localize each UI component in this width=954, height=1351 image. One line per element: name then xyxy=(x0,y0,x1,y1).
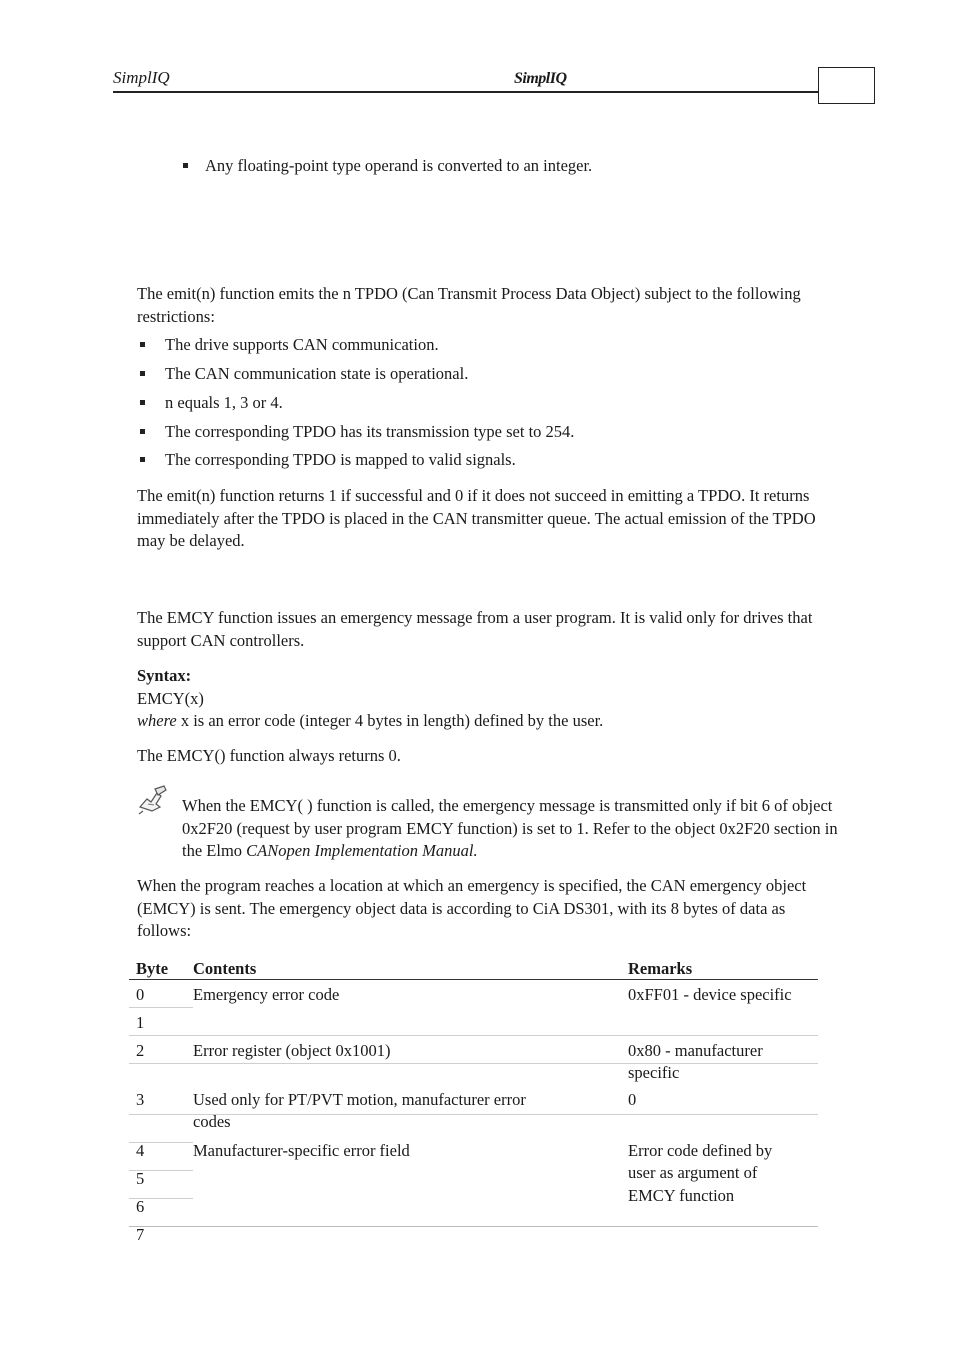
row-divider xyxy=(129,1063,818,1064)
bullet-marker xyxy=(140,371,145,376)
row-divider xyxy=(129,1170,193,1171)
emcy-data-table xyxy=(129,956,818,1248)
cell-contents xyxy=(193,1220,628,1248)
emit-restriction-5: The corresponding TPDO is mapped to valid signals. xyxy=(165,450,516,469)
header-contents: Contents xyxy=(193,956,628,980)
table-bottom-rule xyxy=(129,1226,818,1227)
syntax-label: Syntax: xyxy=(137,666,192,685)
table-row xyxy=(129,1036,818,1085)
emcy-intro: The EMCY function issues an emergency message from a user program. It is valid only for drives that support CAN controllers. xyxy=(137,608,813,650)
cell-contents: Used only for PT/PVT motion, manufacturer error codes xyxy=(193,1089,526,1131)
note-body: When the EMCY( ) function is called, the emergency message is transmitted only if bit 6 of object 0x2F20 (request by user program EMCY function) is set to 1. Refer to the object 0x2F20 section in the Elmo xyxy=(182,796,838,860)
bullet-marker xyxy=(140,400,145,405)
header-rule xyxy=(113,91,819,93)
bullet-marker xyxy=(140,342,145,347)
cell-contents xyxy=(193,1008,628,1036)
cell-remarks: 0 xyxy=(628,1089,637,1109)
cell-contents xyxy=(193,1192,628,1220)
emit-restriction-3: n equals 1, 3 or 4. xyxy=(165,393,283,412)
emit-returns: The emit(n) function returns 1 if successful and 0 if it does not succeed in emitting a TPDO. It returns immediately after the TPDO is placed in the CAN transmitter queue. The actual emission of the TPDO may be delayed. xyxy=(137,486,816,550)
header-left-title: SimplIQ xyxy=(113,68,170,87)
cell-contents: Error register (object 0x1001) xyxy=(193,1040,391,1060)
syntax-code: EMCY(x) xyxy=(137,689,204,708)
where-rest: x is an error code (integer 4 bytes in length) defined by the user. xyxy=(176,711,604,730)
cell-byte: 0 xyxy=(136,985,145,1004)
cell-remarks xyxy=(628,1008,818,1036)
note-manual-title: CANopen Implementation Manual. xyxy=(246,841,478,860)
emit-restriction-4: The corresponding TPDO has its transmission type set to 254. xyxy=(165,422,575,441)
cell-remarks: 0x80 - manufacturer specific xyxy=(628,1040,763,1082)
note-text xyxy=(182,795,842,863)
row-divider xyxy=(129,1114,818,1115)
header-center-title: SimplIQ xyxy=(514,70,567,87)
bullet-marker xyxy=(140,429,145,434)
cell-remarks: Error code defined by user as argument of EMCY function xyxy=(628,1140,773,1205)
cell-byte: 4 xyxy=(136,1140,145,1160)
row-divider xyxy=(129,1142,193,1143)
table-row xyxy=(129,1008,818,1036)
emit-restriction-2: The CAN communication state is operational. xyxy=(165,364,469,383)
table-row xyxy=(129,980,818,1008)
row-divider xyxy=(129,1035,818,1036)
cell-byte: 2 xyxy=(136,1040,145,1060)
header-byte: Byte xyxy=(129,956,193,980)
cell-remarks: 0xFF01 - device specific xyxy=(628,985,792,1004)
emit-restriction-1: The drive supports CAN communication. xyxy=(165,335,439,354)
bullet-marker xyxy=(183,163,188,168)
where-word: where xyxy=(137,711,177,730)
row-divider xyxy=(129,1007,193,1008)
cell-byte: 7 xyxy=(136,1224,145,1244)
note-hand-icon xyxy=(137,783,169,815)
cell-contents: Manufacturer-specific error field xyxy=(193,1140,410,1160)
emcy-returns: The EMCY() function always returns 0. xyxy=(137,746,401,765)
top-bullet-text: Any floating-point type operand is converted to an integer. xyxy=(205,156,593,175)
table-header-row xyxy=(129,956,818,980)
header-remarks: Remarks xyxy=(628,956,818,980)
emcy-object-desc: When the program reaches a location at which an emergency is specified, the CAN emergency object (EMCY) is sent. The emergency object data is according to CiA DS301, with its 8 bytes of data as follows: xyxy=(137,876,807,940)
table-row xyxy=(129,1085,818,1136)
cell-byte: 3 xyxy=(136,1089,145,1109)
cell-byte: 1 xyxy=(136,1012,145,1032)
emit-intro: The emit(n) function emits the n TPDO (Can Transmit Process Data Object) subject to the following restrictions: xyxy=(137,284,801,326)
row-divider xyxy=(129,1198,193,1199)
bullet-marker xyxy=(140,457,145,462)
table-row xyxy=(129,1136,818,1164)
cell-byte: 5 xyxy=(136,1168,145,1188)
cell-contents: Emergency error code xyxy=(193,985,340,1004)
syntax-where xyxy=(137,710,603,733)
cell-contents xyxy=(193,1164,628,1192)
page-number-box xyxy=(818,67,875,104)
cell-byte: 6 xyxy=(136,1196,145,1216)
